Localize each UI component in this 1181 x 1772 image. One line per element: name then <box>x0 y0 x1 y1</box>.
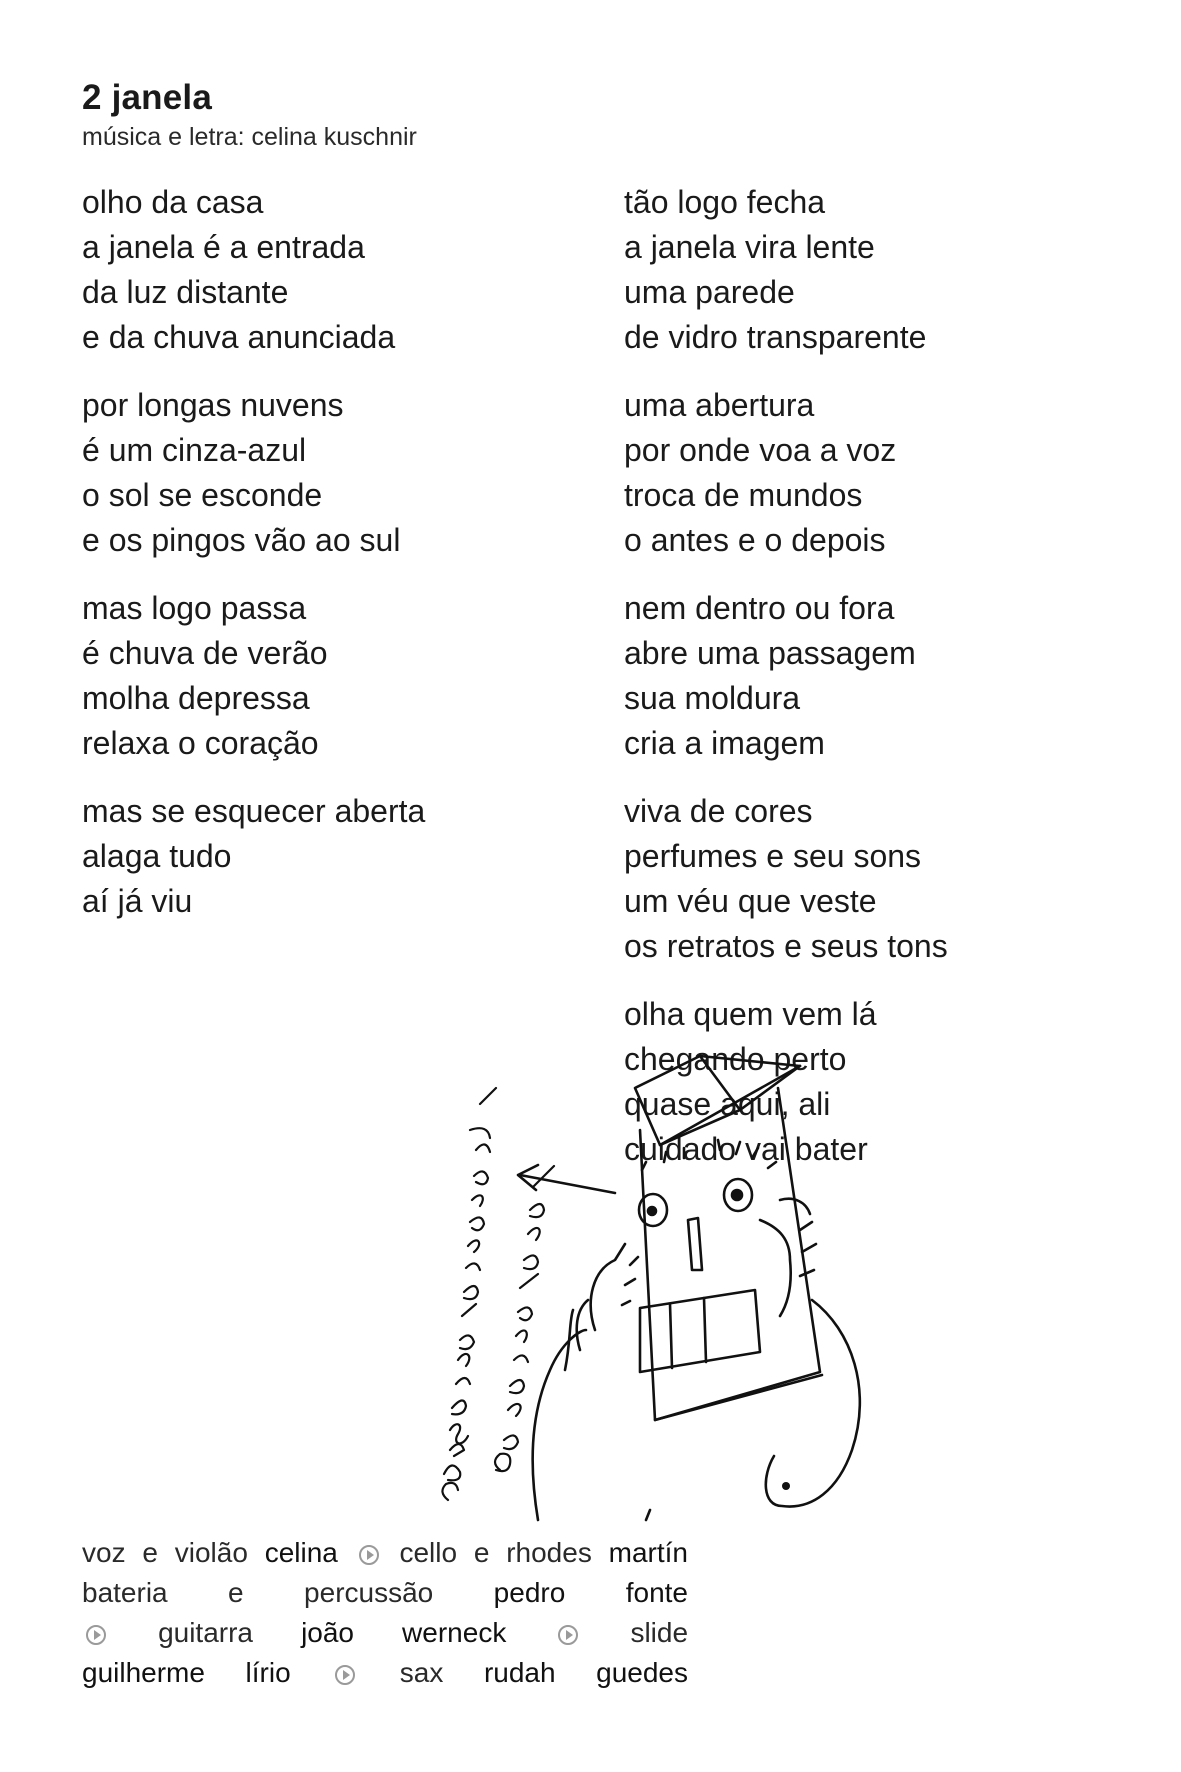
credit-line <box>82 1613 688 1653</box>
stanza <box>82 586 602 766</box>
lyric-line: o sol se esconde <box>82 477 323 513</box>
credit-role: voz e violão <box>82 1537 248 1568</box>
song-credit: música e letra: celina kuschnir <box>82 123 417 151</box>
handwritten-note <box>442 1088 554 1500</box>
lyric-line: o antes e o depois <box>624 522 886 558</box>
lyric-line: é um cinza-azul <box>82 432 307 468</box>
credit-name: celina <box>264 1537 338 1568</box>
credit-role: cello e rhodes <box>399 1537 592 1568</box>
lyric-line: olha quem vem lá <box>624 996 877 1032</box>
lyric-line: aí já viu <box>82 883 193 919</box>
lyric-line: viva de cores <box>624 793 813 829</box>
credit-line <box>82 1573 688 1613</box>
lyric-line: sua moldura <box>624 680 801 716</box>
credit-name: pedro fonte <box>493 1577 688 1608</box>
stanza <box>624 586 1144 766</box>
lyric-line: a janela vira lente <box>624 229 875 265</box>
credit-role: bateria e percussão <box>82 1577 434 1608</box>
lyrics-left-column <box>82 180 602 947</box>
lyric-line: uma parede <box>624 274 795 310</box>
credit-name: joão werneck <box>301 1617 507 1648</box>
lyric-line: um véu que veste <box>624 883 877 919</box>
stanza <box>624 789 1144 969</box>
lyric-line: troca de mundos <box>624 477 863 513</box>
stanza <box>82 383 602 563</box>
credit-line <box>82 1653 688 1693</box>
credit-name: rudah guedes <box>483 1657 688 1688</box>
stanza <box>624 180 1144 360</box>
lyric-line: abre uma passagem <box>624 635 916 671</box>
credit-name: martín <box>608 1537 688 1568</box>
play-icon <box>335 1665 355 1685</box>
stanza <box>82 789 602 924</box>
credit-role: guitarra <box>158 1617 253 1648</box>
stanza <box>624 383 1144 563</box>
lyric-line: a janela é a entrada <box>82 229 365 265</box>
credit-name: guilherme lírio <box>82 1657 291 1688</box>
lyric-line: nem dentro ou fora <box>624 590 895 626</box>
stanza <box>82 180 602 360</box>
lyric-line: e os pingos vão ao sul <box>82 522 401 558</box>
lyric-line: é chuva de verão <box>82 635 328 671</box>
lyric-line: e da chuva anunciada <box>82 319 396 355</box>
lyric-line: relaxa o coração <box>82 725 319 761</box>
lyric-line: chegando perto <box>624 1041 847 1077</box>
lyric-line: perfumes e seu sons <box>624 838 922 874</box>
lyric-line: molha depressa <box>82 680 310 716</box>
lyric-line: mas logo passa <box>82 590 307 626</box>
credit-role: slide <box>630 1617 689 1648</box>
lyric-line: os retratos e seus tons <box>624 928 948 964</box>
play-icon <box>86 1625 106 1645</box>
credit-role: sax <box>399 1657 444 1688</box>
lyric-line: alaga tudo <box>82 838 232 874</box>
lyric-line: quase aqui, ali <box>624 1086 831 1122</box>
play-icon <box>359 1545 379 1565</box>
lyric-line: por onde voa a voz <box>624 432 897 468</box>
lyric-line: cuidado vai bater <box>624 1131 868 1167</box>
lyric-line: olho da casa <box>82 184 264 220</box>
lyric-line: cria a imagem <box>624 725 825 761</box>
play-icon <box>558 1625 578 1645</box>
lyric-line: tão logo fecha <box>624 184 826 220</box>
credit-line <box>82 1533 688 1573</box>
lyric-line: de vidro transparente <box>624 319 927 355</box>
song-title: 2 janela <box>82 78 213 117</box>
lyric-line: uma abertura <box>624 387 815 423</box>
lyric-line: por longas nuvens <box>82 387 344 423</box>
musician-credits <box>82 1533 688 1693</box>
lyric-line: mas se esquecer aberta <box>82 793 426 829</box>
lyric-line: da luz distante <box>82 274 289 310</box>
